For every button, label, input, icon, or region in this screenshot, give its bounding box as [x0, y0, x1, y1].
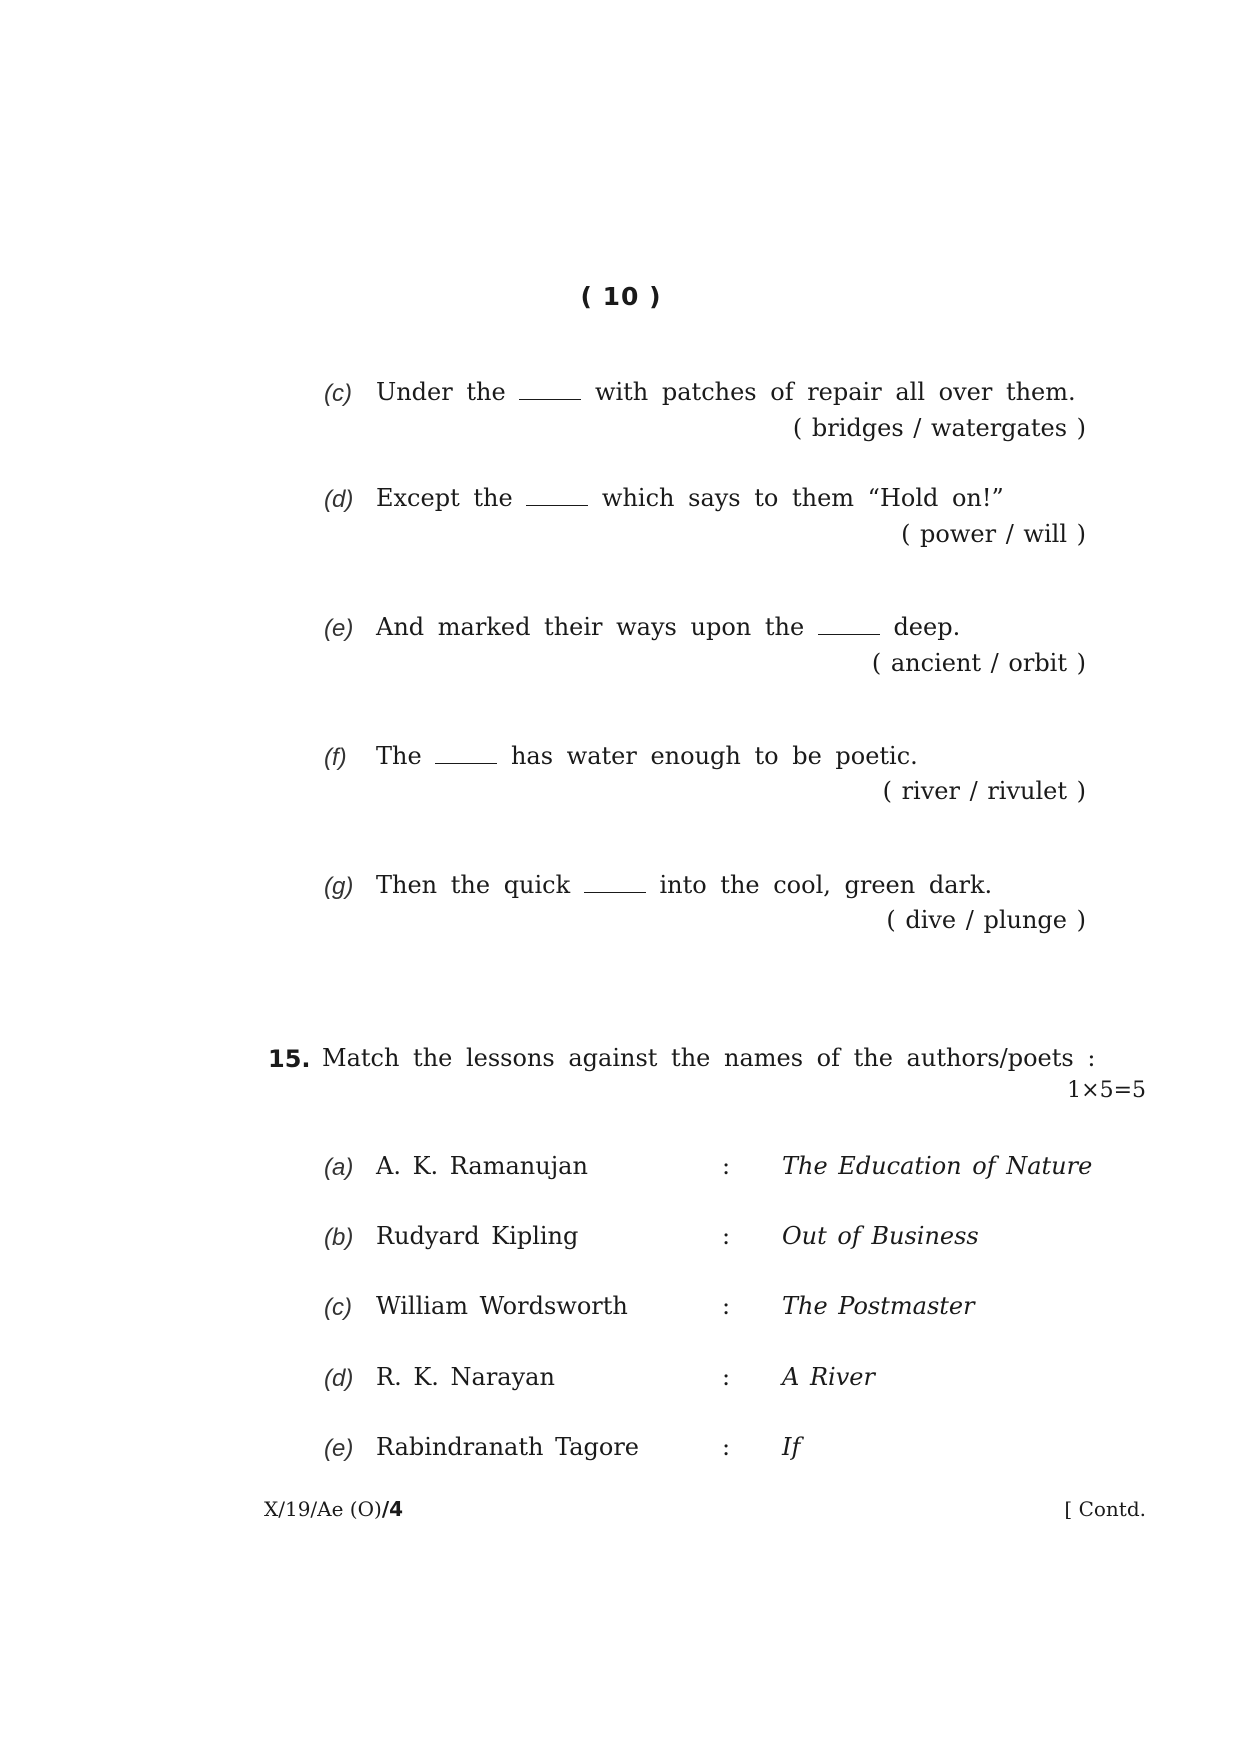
answer-blank [435, 745, 497, 764]
item-label: (e) [324, 615, 354, 642]
page-number: ( 10 ) [580, 282, 662, 311]
question-number: 15. [268, 1045, 311, 1073]
item-options: ( river / rivulet ) [882, 777, 1086, 805]
lesson-title: A River [782, 1363, 875, 1391]
author-name: Rudyard Kipling [376, 1222, 579, 1250]
stem-after: deep. [893, 613, 961, 641]
row-label: (b) [324, 1224, 354, 1251]
stem-before: Except the [376, 484, 513, 512]
item-label: (d) [324, 486, 354, 513]
stem-after: which says to them “Hold on!” [601, 484, 1004, 512]
item-stem [376, 613, 960, 641]
paper-code [264, 1497, 403, 1521]
separator: : [722, 1433, 731, 1461]
marks-allocation: 1×5=5 [1067, 1078, 1146, 1103]
stem-before: The [376, 742, 422, 770]
separator: : [722, 1222, 731, 1250]
item-stem [376, 871, 992, 899]
author-name: A. K. Ramanujan [376, 1152, 588, 1180]
item-options: ( dive / plunge ) [886, 906, 1086, 934]
lesson-title: Out of Business [782, 1222, 979, 1250]
item-label: (f) [324, 744, 347, 771]
item-stem [376, 742, 918, 770]
item-options: ( power / will ) [901, 520, 1086, 548]
row-label: (a) [324, 1154, 354, 1181]
stem-after: with patches of repair all over them. [594, 378, 1076, 406]
item-stem [376, 484, 1004, 512]
paper-code-main: X/19/Ae (O) [264, 1497, 382, 1521]
item-options: ( bridges / watergates ) [792, 414, 1086, 442]
lesson-title: If [782, 1433, 801, 1461]
stem-before: Then the quick [376, 871, 571, 899]
separator: : [722, 1363, 731, 1391]
stem-after: into the cool, green dark. [659, 871, 993, 899]
stem-before: Under the [376, 378, 506, 406]
continued-marker: [ Contd. [1064, 1497, 1146, 1521]
lesson-title: The Postmaster [782, 1292, 975, 1320]
author-name: Rabindranath Tagore [376, 1433, 640, 1461]
paper-code-suffix: /4 [381, 1497, 404, 1521]
item-options: ( ancient / orbit ) [871, 649, 1086, 677]
lesson-title: The Education of Nature [782, 1152, 1093, 1180]
stem-after: has water enough to be poetic. [510, 742, 918, 770]
row-label: (d) [324, 1365, 354, 1392]
answer-blank [526, 487, 588, 506]
author-name: William Wordsworth [376, 1292, 628, 1320]
answer-blank [584, 874, 646, 893]
item-stem [376, 378, 1076, 406]
answer-blank [818, 616, 880, 635]
question-text: Match the lessons against the names of the authors/poets : [322, 1044, 1096, 1072]
item-label: (g) [324, 873, 354, 900]
separator: : [722, 1152, 731, 1180]
separator: : [722, 1292, 731, 1320]
row-label: (c) [324, 1294, 352, 1321]
answer-blank [519, 381, 581, 400]
author-name: R. K. Narayan [376, 1363, 555, 1391]
row-label: (e) [324, 1435, 354, 1462]
item-label: (c) [324, 380, 352, 407]
stem-before: And marked their ways upon the [376, 613, 805, 641]
